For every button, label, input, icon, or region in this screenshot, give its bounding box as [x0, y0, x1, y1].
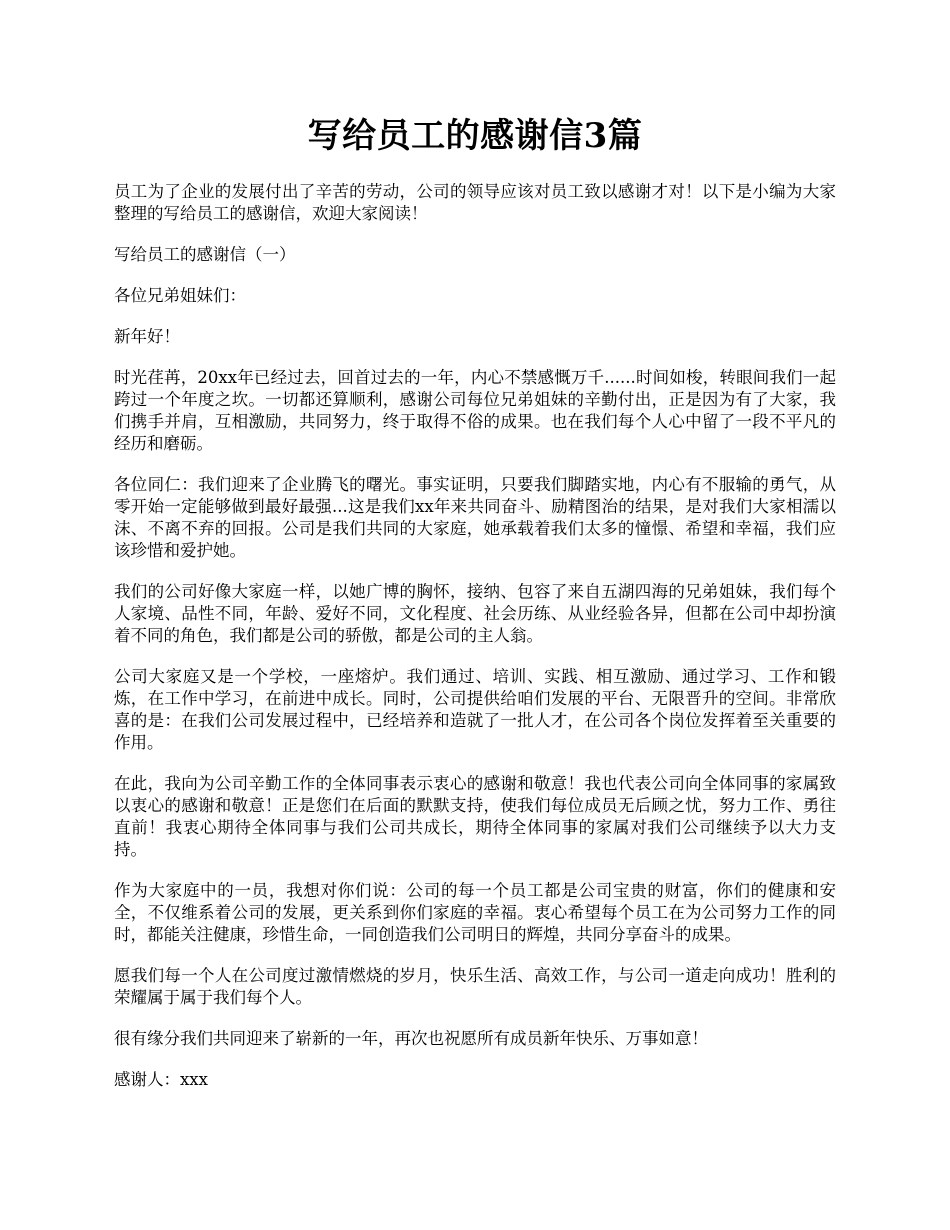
document-title: 写给员工的感谢信3篇	[307, 116, 643, 156]
body-paragraph: 在此，我向为公司辛勤工作的全体同事表示衷心的感谢和敬意！我也代表公司向全体同事的家属致以衷心的感谢和敬意！正是您们在后面的默默支持，使我们每位成员无后顾之忧，努力工作、勇往直前！我衷心期待全体同事与我们公司共成长，期待全体同事的家属对我们公司继续予以大力支持。	[114, 774, 836, 859]
body-paragraph: 愿我们每一个人在公司度过激情燃烧的岁月，快乐生活、高效工作，与公司一道走向成功！胜利的荣耀属于属于我们每个人。	[114, 966, 836, 1007]
signature-line: 感谢人：xxx	[114, 1070, 208, 1089]
body-paragraph: 我们的公司好像大家庭一样，以她广博的胸怀，接纳、包容了来自五湖四海的兄弟姐妹，我们每个人家境、品性不同，年龄、爱好不同，文化程度、社会历练、从业经验各异，但都在公司中却扮演着不同的角色，我们都是公司的骄傲，都是公司的主人翁。	[114, 582, 836, 645]
salutation: 各位兄弟姐妹们：	[114, 286, 246, 305]
body-paragraph: 各位同仁：我们迎来了企业腾飞的曙光。事实证明，只要我们脚踏实地，内心有不服输的勇气，从零开始一定能够做到最好最强...这是我们xx年来共同奋斗、励精图治的结果，是对我们大家相濡以沫、不离不弃的回报。公司是我们共同的大家庭，她承载着我们太多的憧憬、希望和幸福，我们应该珍惜和爱护她。	[114, 475, 836, 560]
document-body	[114, 181, 836, 1110]
body-paragraph: 时光荏苒，20xx年已经过去，回首过去的一年，内心不禁感慨万千......时间如梭，转眼间我们一起跨过一个年度之坎。一切都还算顺利，感谢公司每位兄弟姐妹的辛勤付出，正是因为有了大家，我们携手并肩，互相激励，共同努力，终于取得不俗的成果。也在我们每个人心中留了一段不平凡的经历和磨砺。	[114, 368, 836, 453]
letter-heading: 写给员工的感谢信（一）	[114, 245, 296, 264]
body-paragraph: 作为大家庭中的一员，我想对你们说：公司的每一个员工都是公司宝贵的财富，你们的健康和安全，不仅维系着公司的发展，更关系到你们家庭的幸福。衷心希望每个员工在为公司努力工作的同时，都能关注健康，珍惜生命，一同创造我们公司明日的辉煌，共同分享奋斗的成果。	[114, 881, 836, 944]
greeting: 新年好！	[114, 327, 180, 346]
body-paragraph: 很有缘分我们共同迎来了崭新的一年，再次也祝愿所有成员新年快乐、万事如意！	[114, 1029, 708, 1048]
intro-paragraph: 员工为了企业的发展付出了辛苦的劳动，公司的领导应该对员工致以感谢才对！以下是小编为大家整理的写给员工的感谢信，欢迎大家阅读！	[114, 182, 836, 223]
body-paragraph: 公司大家庭又是一个学校，一座熔炉。我们通过、培训、实践、相互激励、通过学习、工作和锻炼，在工作中学习，在前进中成长。同时，公司提供给咱们发展的平台、无限晋升的空间。非常欣喜的是：在我们公司发展过程中，已经培养和造就了一批人才，在公司各个岗位发挥着至关重要的作用。	[114, 667, 836, 752]
